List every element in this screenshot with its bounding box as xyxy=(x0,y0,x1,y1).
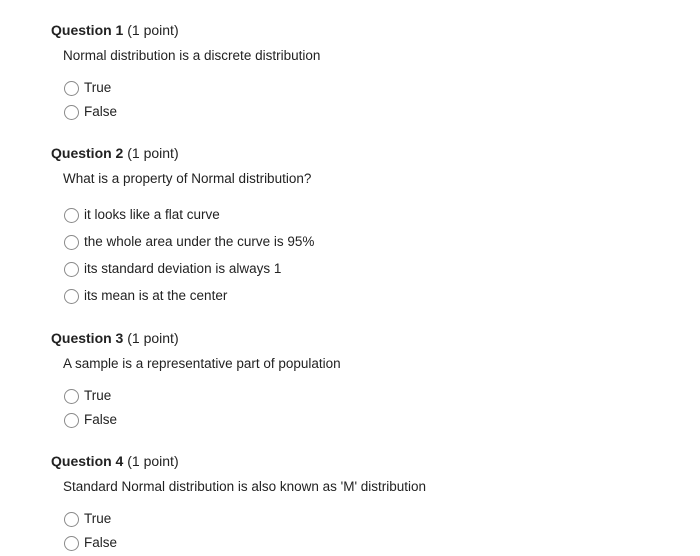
option-label: False xyxy=(84,535,118,550)
question-1-option-true[interactable] xyxy=(64,79,111,97)
question-4-header xyxy=(51,452,179,470)
question-1-header xyxy=(51,21,179,39)
radio-button[interactable] xyxy=(64,105,79,120)
question-3-option-false[interactable] xyxy=(64,411,117,429)
question-4-text: Standard Normal distribution is also known as 'M' distribution xyxy=(63,479,427,494)
question-2-option-2[interactable] xyxy=(64,233,314,251)
question-2-text: What is a property of Normal distribution? xyxy=(63,171,312,186)
option-label: False xyxy=(84,104,118,119)
question-1-option-false[interactable] xyxy=(64,103,117,121)
question-1-text: Normal distribution is a discrete distribution xyxy=(63,48,321,63)
option-label: the whole area under the curve is 95% xyxy=(84,234,315,249)
question-1-points: (1 point) xyxy=(127,22,179,38)
question-4-option-true[interactable] xyxy=(64,510,111,528)
option-label: its mean is at the center xyxy=(84,288,228,303)
question-4-number: Question 4 xyxy=(51,453,124,469)
question-3-option-true[interactable] xyxy=(64,387,111,405)
question-1-number: Question 1 xyxy=(51,22,124,38)
question-2-header xyxy=(51,144,179,162)
question-2-option-3[interactable] xyxy=(64,260,281,278)
question-2-option-4[interactable] xyxy=(64,287,227,305)
radio-button[interactable] xyxy=(64,235,79,250)
radio-button[interactable] xyxy=(64,208,79,223)
question-3-points: (1 point) xyxy=(127,330,179,346)
option-label: its standard deviation is always 1 xyxy=(84,261,282,276)
question-2-number: Question 2 xyxy=(51,145,124,161)
radio-button[interactable] xyxy=(64,413,79,428)
radio-button[interactable] xyxy=(64,512,79,527)
option-label: True xyxy=(84,511,112,526)
question-2-option-1[interactable] xyxy=(64,206,220,224)
question-4-option-false[interactable] xyxy=(64,534,117,552)
option-label: False xyxy=(84,412,118,427)
question-3-text: A sample is a representative part of population xyxy=(63,356,341,371)
option-label: it looks like a flat curve xyxy=(84,207,220,222)
radio-button[interactable] xyxy=(64,536,79,551)
question-3-number: Question 3 xyxy=(51,330,124,346)
radio-button[interactable] xyxy=(64,389,79,404)
question-4-points: (1 point) xyxy=(127,453,179,469)
option-label: True xyxy=(84,80,112,95)
radio-button[interactable] xyxy=(64,81,79,96)
question-2-points: (1 point) xyxy=(127,145,179,161)
question-3-header xyxy=(51,329,179,347)
radio-button[interactable] xyxy=(64,289,79,304)
option-label: True xyxy=(84,388,112,403)
radio-button[interactable] xyxy=(64,262,79,277)
